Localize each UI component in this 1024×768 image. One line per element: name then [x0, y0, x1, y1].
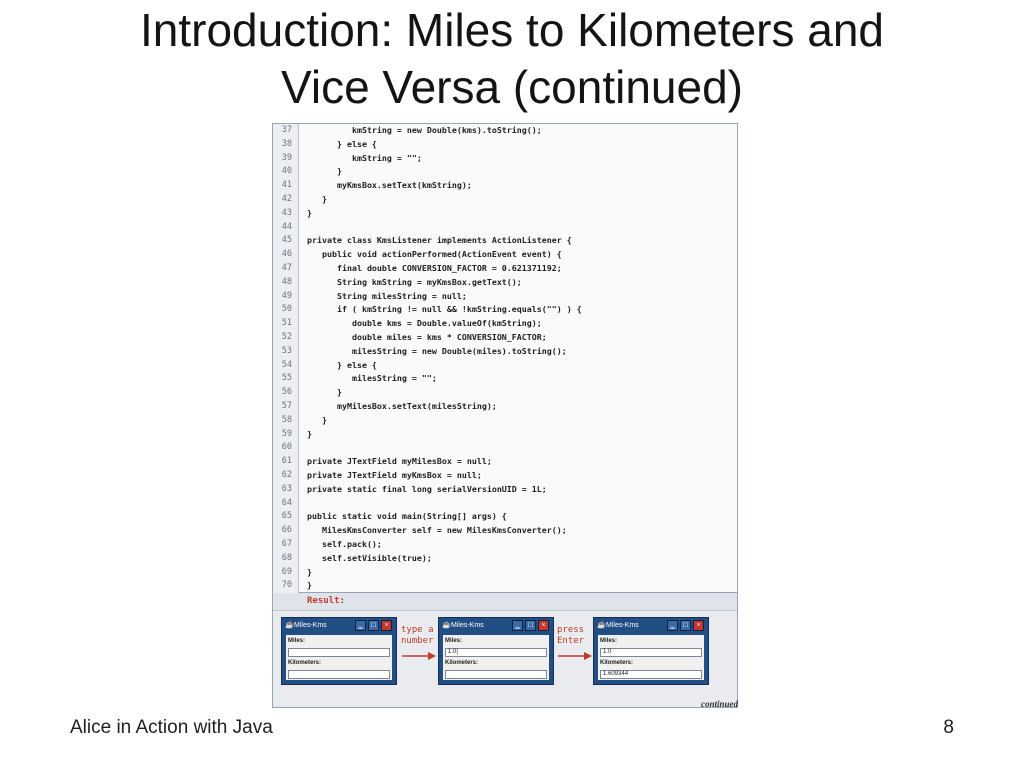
line-number: 58: [273, 414, 299, 428]
code-text: [299, 441, 737, 455]
code-text: double miles = kms * CONVERSION_FACTOR;: [307, 331, 547, 342]
code-text: private static final long serialVersionUID = 1L;: [307, 483, 547, 494]
window-titlebar[interactable]: [282, 618, 396, 635]
code-line: [273, 262, 737, 276]
line-number: 66: [273, 524, 299, 538]
code-text: }: [307, 428, 312, 439]
code-listing: [272, 123, 738, 593]
line-number: 61: [273, 455, 299, 469]
code-line: [273, 538, 737, 552]
line-number: 62: [273, 469, 299, 483]
code-line: [273, 124, 737, 138]
close-button[interactable]: ×: [693, 620, 704, 631]
maximize-button[interactable]: □: [680, 620, 691, 631]
line-number: 55: [273, 372, 299, 386]
line-number: 70: [273, 579, 299, 593]
line-number: 49: [273, 290, 299, 304]
continued-label: continued: [700, 699, 738, 709]
miles-kms-window-result: [593, 617, 709, 685]
footer-book-title: Alice in Action with Java: [70, 717, 273, 738]
code-line: [273, 469, 737, 483]
code-line: [273, 400, 737, 414]
slide-title: [0, 2, 1024, 116]
code-line: [273, 165, 737, 179]
line-number: 39: [273, 152, 299, 166]
code-text: kmString = new Double(kms).toString();: [307, 125, 542, 135]
code-text: private JTextField myKmsBox = null;: [307, 469, 482, 480]
code-line: [273, 428, 737, 442]
miles-input[interactable]: 1.0|: [445, 648, 547, 657]
press-enter-note: press Enter: [557, 625, 585, 646]
code-line: [273, 221, 737, 235]
code-line: [273, 455, 737, 469]
minimize-button[interactable]: ‗: [512, 620, 523, 631]
code-line: [273, 303, 737, 317]
code-text: public static void main(String[] args) {: [307, 511, 507, 522]
miles-label: Miles:: [600, 638, 618, 644]
code-text: public void actionPerformed(ActionEvent event) {: [307, 249, 562, 260]
line-number: 38: [273, 138, 299, 152]
code-line: [273, 345, 737, 359]
code-text: if ( kmString != null && !kmString.equals("") ) {: [307, 304, 582, 315]
type-a-number-note: type a number: [401, 625, 434, 646]
code-line: [273, 372, 737, 386]
code-text: kmString = "";: [307, 152, 422, 163]
code-line: [273, 276, 737, 290]
arrow-right-icon: [557, 651, 593, 661]
line-number: 51: [273, 317, 299, 331]
code-text: [299, 221, 737, 235]
window-content: [286, 635, 392, 680]
code-text: milesString = new Double(miles).toString();: [307, 345, 567, 356]
java-cup-icon: ☕: [597, 622, 606, 629]
line-number: 50: [273, 303, 299, 317]
line-number: 67: [273, 538, 299, 552]
line-number: 57: [273, 400, 299, 414]
line-number: 48: [273, 276, 299, 290]
code-line: [273, 524, 737, 538]
line-number: 40: [273, 165, 299, 179]
code-line: [273, 414, 737, 428]
code-line: [273, 483, 737, 497]
code-text: final double CONVERSION_FACTOR = 0.621371192;: [307, 262, 562, 273]
slide-number: 8: [943, 717, 954, 738]
line-number: 53: [273, 345, 299, 359]
code-text: }: [307, 414, 327, 425]
code-line: [273, 179, 737, 193]
code-line: [273, 510, 737, 524]
arrow-right-icon: [401, 651, 437, 661]
window-content: [598, 635, 704, 680]
miles-input[interactable]: [288, 648, 390, 657]
window-title: Miles-Kms: [451, 622, 484, 629]
code-line: [273, 234, 737, 248]
slide-title-line-1: Introduction: Miles to Kilometers and: [139, 4, 885, 56]
line-number: 60: [273, 441, 299, 455]
code-text: } else {: [307, 138, 377, 149]
line-number: 64: [273, 497, 299, 511]
result-header: [273, 593, 737, 611]
code-text: [299, 497, 737, 511]
code-line: [273, 193, 737, 207]
result-panel: [272, 593, 738, 708]
line-number: 56: [273, 386, 299, 400]
minimize-button[interactable]: ‗: [667, 620, 678, 631]
code-text: private class KmsListener implements ActionListener {: [307, 235, 572, 246]
line-number: 44: [273, 221, 299, 235]
code-line: [273, 497, 737, 511]
code-line: [273, 290, 737, 304]
kilometers-input[interactable]: [288, 670, 390, 679]
code-line: [273, 138, 737, 152]
line-number: 59: [273, 428, 299, 442]
kilometers-input[interactable]: 1.609344: [600, 670, 702, 679]
close-button[interactable]: ×: [538, 620, 549, 631]
code-text: milesString = "";: [307, 373, 437, 384]
code-text: myKmsBox.setText(kmString);: [307, 180, 472, 191]
code-text: }: [307, 207, 312, 218]
line-number: 46: [273, 248, 299, 262]
code-line: [273, 331, 737, 345]
line-number: 47: [273, 262, 299, 276]
code-text: }: [307, 580, 312, 591]
window-title: Miles-Kms: [606, 622, 639, 629]
code-line: [273, 359, 737, 373]
code-line: [273, 207, 737, 221]
line-number: 54: [273, 359, 299, 373]
maximize-button[interactable]: □: [368, 620, 379, 631]
miles-kms-window-initial: [281, 617, 397, 685]
line-number: 52: [273, 331, 299, 345]
code-text: myMilesBox.setText(milesString);: [307, 400, 497, 411]
line-number: 37: [273, 124, 299, 138]
code-line: [273, 317, 737, 331]
line-number: 43: [273, 207, 299, 221]
miles-label: Miles:: [445, 638, 463, 644]
code-text: private JTextField myMilesBox = null;: [307, 456, 492, 467]
window-titlebar[interactable]: [594, 618, 708, 635]
line-number: 63: [273, 483, 299, 497]
line-number: 45: [273, 234, 299, 248]
maximize-button[interactable]: □: [525, 620, 536, 631]
window-title: Miles-Kms: [294, 622, 327, 629]
code-line: [273, 248, 737, 262]
window-content: [443, 635, 549, 680]
code-text: double kms = Double.valueOf(kmString);: [307, 318, 542, 329]
kilometers-label: Kilometers:: [600, 660, 634, 666]
miles-input[interactable]: 1.0: [600, 648, 702, 657]
code-line: [273, 152, 737, 166]
code-text: }: [307, 566, 312, 577]
result-label: Result:: [307, 596, 345, 606]
code-line: [273, 552, 737, 566]
code-line: [273, 579, 737, 593]
close-button[interactable]: ×: [381, 620, 392, 631]
code-text: self.setVisible(true);: [307, 552, 432, 563]
code-line: [273, 386, 737, 400]
kilometers-input[interactable]: [445, 670, 547, 679]
code-text: } else {: [307, 359, 377, 370]
miles-kms-window-typed: [438, 617, 554, 685]
code-text: }: [307, 387, 342, 398]
code-text: self.pack();: [307, 538, 382, 549]
slide-title-line-2: Vice Versa (continued): [281, 61, 743, 113]
kilometers-label: Kilometers:: [445, 660, 479, 666]
window-titlebar[interactable]: [439, 618, 553, 635]
code-text: String kmString = myKmsBox.getText();: [307, 276, 522, 287]
line-number: 42: [273, 193, 299, 207]
code-text: }: [307, 166, 342, 177]
line-number: 68: [273, 552, 299, 566]
java-cup-icon: ☕: [442, 622, 451, 629]
line-number: 69: [273, 566, 299, 580]
code-text: }: [307, 193, 327, 204]
java-cup-icon: ☕: [285, 622, 294, 629]
code-line: [273, 566, 737, 580]
minimize-button[interactable]: ‗: [355, 620, 366, 631]
line-number: 41: [273, 179, 299, 193]
line-number: 65: [273, 510, 299, 524]
code-text: String milesString = null;: [307, 290, 467, 301]
code-line: [273, 441, 737, 455]
kilometers-label: Kilometers:: [288, 660, 322, 666]
miles-label: Miles:: [288, 638, 306, 644]
code-text: MilesKmsConverter self = new MilesKmsConverter();: [307, 525, 567, 536]
